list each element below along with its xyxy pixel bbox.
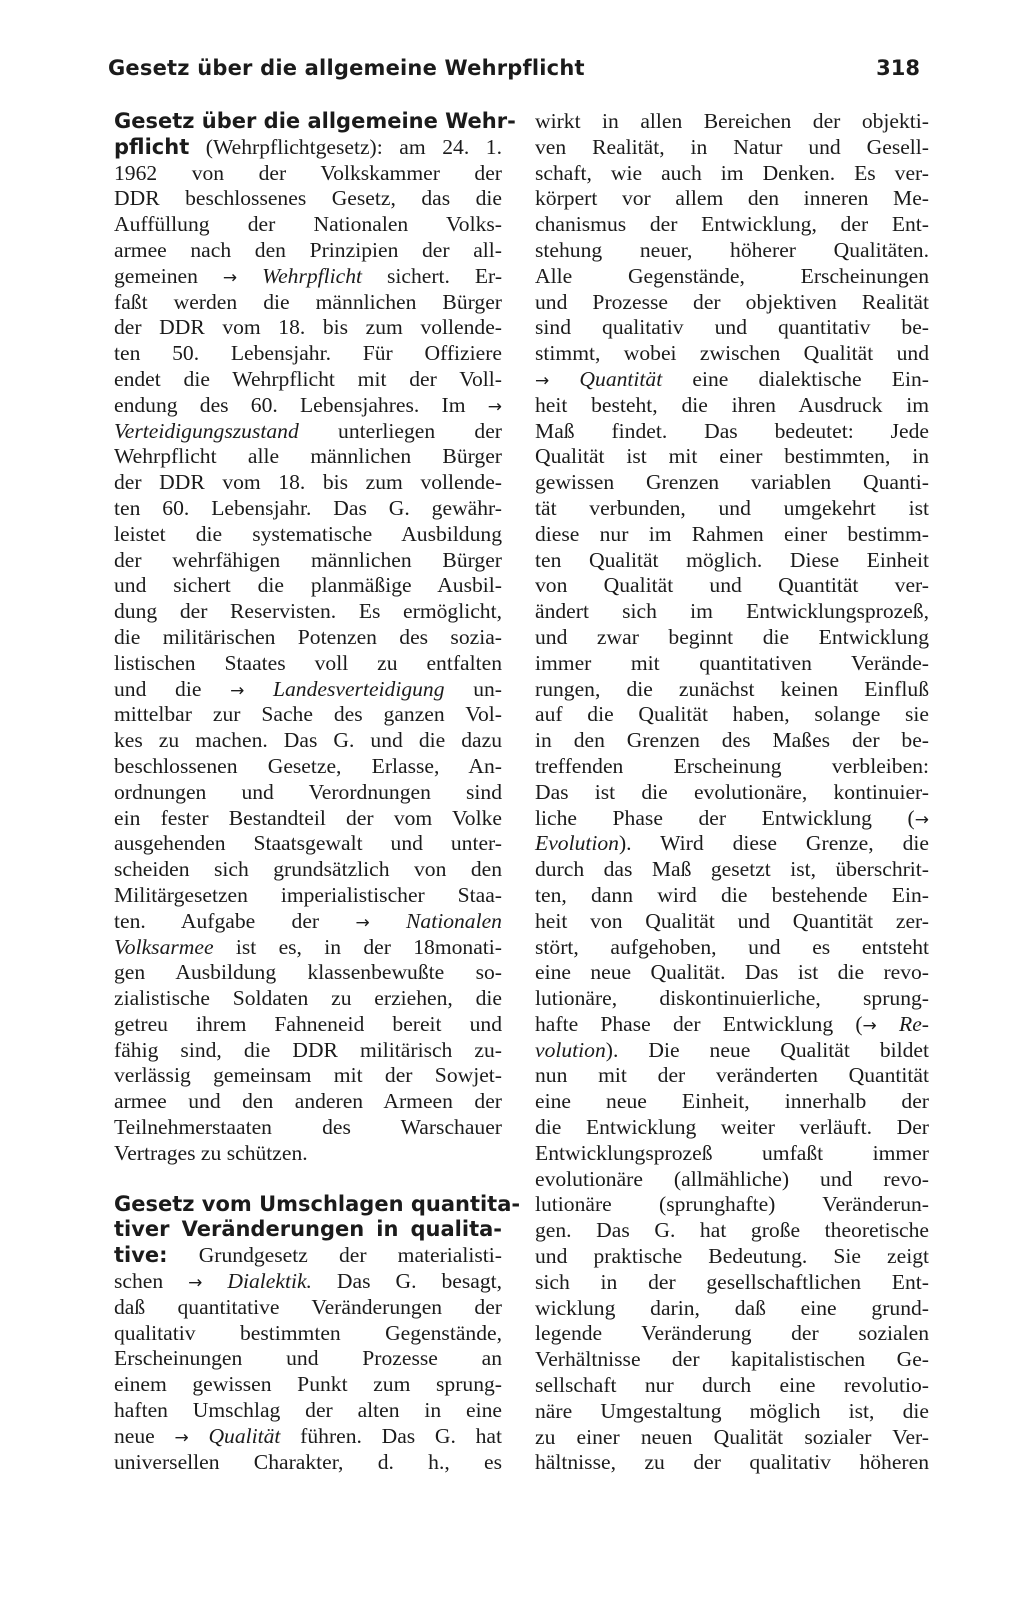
text-line: durch das Maß gesetzt ist, überschrit- xyxy=(535,857,929,882)
text-line: rungen, die zunächst keinen Einfluß xyxy=(535,676,929,701)
entry-headword: Gesetz über die allgemeine Wehr- xyxy=(114,109,516,133)
text-line: ausgehenden Staatsgewalt und unter- xyxy=(114,831,502,856)
text-line: listischen Staates voll zu entfalten xyxy=(114,650,502,675)
text-line: chanismus der Entwicklung, der Ent- xyxy=(535,212,929,237)
text-line: körpert vor allem den inneren Me- xyxy=(535,186,929,211)
text-line: ordnungen und Verordnungen sind xyxy=(114,779,502,804)
cross-reference-arrow-icon: → xyxy=(862,1015,877,1036)
text-line: sich in der gesellschaftlichen Ent- xyxy=(535,1269,929,1294)
text-line: hafte Phase der Entwicklung (→ Re- xyxy=(535,1011,929,1036)
cross-reference-arrow-icon: → xyxy=(188,1273,203,1294)
text-line: schen → Dialektik. Das G. besagt, xyxy=(114,1269,503,1294)
cross-reference-arrow-icon: → xyxy=(355,912,370,933)
entry-headword-line xyxy=(114,109,516,135)
text-line: verlässig gemeinsam mit der Sowjet- xyxy=(114,1063,502,1088)
text-line: → Quantität eine dialektische Ein- xyxy=(535,366,929,391)
text-line: tive: Grundgesetz der materialisti- xyxy=(114,1243,502,1268)
cross-reference-arrow-icon: → xyxy=(487,396,502,417)
entry-headword-line xyxy=(114,1217,502,1243)
page-number: 318 xyxy=(876,56,920,80)
text-line: und Prozesse der objektiven Realität xyxy=(535,289,929,314)
text-line: endet die Wehrpflicht mit der Voll- xyxy=(114,366,502,391)
text-line: haften Umschlag der alten in eine xyxy=(114,1398,502,1423)
text-line: faßt werden die männlichen Bürger xyxy=(114,289,502,314)
text-line: dung der Reservisten. Es ermöglicht, xyxy=(114,599,502,624)
cross-reference[interactable]: Landesverteidigung xyxy=(273,676,445,701)
text-line: schaft, wie auch im Denken. Es ver- xyxy=(535,160,929,185)
text-line: und die → Landesverteidigung un- xyxy=(114,676,502,701)
cross-reference-arrow-icon: → xyxy=(230,680,245,701)
text-line: Verteidigungszustand unterliegen der xyxy=(114,418,502,443)
text-line: immer mit quantitativen Verände- xyxy=(535,650,929,675)
entry-headword-line xyxy=(114,1191,521,1218)
text-line: gewissen Grenzen variablen Quanti- xyxy=(535,470,929,495)
text-line: auf die Qualität haben, solange sie xyxy=(535,702,929,727)
text-line: leistet die systematische Ausbildung xyxy=(114,521,502,546)
text-line: die Entwicklung weiter verläuft. Der xyxy=(535,1115,929,1140)
text-line: der wehrfähigen männlichen Bürger xyxy=(114,547,502,572)
text-line: liche Phase der Entwicklung (→ xyxy=(535,805,929,830)
text-line: Militärgesetzen imperialistischer Staa- xyxy=(114,882,502,907)
cross-reference-arrow-icon: → xyxy=(174,1427,189,1448)
text-line: lutionäre (sprunghafte) Veränderun- xyxy=(535,1192,929,1217)
cross-reference[interactable]: Qualität xyxy=(208,1423,281,1448)
text-line: und sichert die planmäßige Ausbil- xyxy=(114,573,502,598)
text-line: ten, dann wird die bestehende Ein- xyxy=(535,882,929,907)
text-line: treffenden Erscheinung verbleiben: xyxy=(535,753,929,778)
entry-headword: tiver Veränderungen in qualita- xyxy=(114,1217,502,1242)
text-line: Volksarmee ist es, in der 18monati- xyxy=(114,934,502,959)
text-line: näre Umgestaltung möglich ist, die xyxy=(535,1398,929,1423)
text-line: der DDR vom 18. bis zum vollende- xyxy=(114,315,502,340)
text-line: Maß findet. Das bedeutet: Jede xyxy=(535,418,929,443)
text-line: Vertrages zu schützen. xyxy=(114,1140,308,1165)
cross-reference[interactable]: volution xyxy=(535,1037,606,1062)
text-line: heit von Qualität und Quantität zer- xyxy=(535,908,929,933)
cross-reference[interactable]: Volksarmee xyxy=(114,934,214,959)
text-line: zu einer neuen Qualität sozialer Ver- xyxy=(535,1424,929,1449)
cross-reference[interactable]: Evolution xyxy=(535,831,619,856)
cross-reference[interactable]: Wehrpflicht xyxy=(262,263,363,288)
text-line: sind qualitativ und quantitativ be- xyxy=(535,315,929,340)
text-line: gen. Das G. hat große theoretische xyxy=(535,1218,929,1243)
cross-reference[interactable]: Nationalen xyxy=(406,908,502,933)
text-line: nun mit der veränderten Quantität xyxy=(535,1063,929,1088)
text-line: Teilnehmerstaaten des Warschauer xyxy=(114,1115,502,1140)
text-line: armee nach den Prinzipien der all- xyxy=(114,237,502,262)
text-line: von Qualität und Quantität ver- xyxy=(535,573,929,598)
text-line: fähig sind, die DDR militärisch zu- xyxy=(114,1037,502,1062)
text-line: getreu ihrem Fahneneid bereit und xyxy=(114,1011,502,1036)
text-line: wicklung darin, daß eine grund- xyxy=(535,1295,929,1320)
cross-reference[interactable]: Re- xyxy=(899,1011,929,1036)
entry-headword: pflicht xyxy=(114,134,190,159)
text-line: kes zu machen. Das G. und die dazu xyxy=(114,728,502,753)
text-line: scheiden sich grundsätzlich von den xyxy=(114,857,502,882)
entry-headword: tive: xyxy=(114,1243,168,1268)
text-line: lutionäre, diskontinuierliche, sprung- xyxy=(535,986,929,1011)
text-line: Erscheinungen und Prozesse an xyxy=(114,1346,502,1371)
text-line: 1962 von der Volkskammer der xyxy=(114,160,502,185)
text-line: eine neue Einheit, innerhalb der xyxy=(535,1089,929,1114)
text-line: ten. Aufgabe der → Nationalen xyxy=(114,908,502,933)
text-line: Evolution). Wird diese Grenze, die xyxy=(535,831,929,856)
text-line: Verhältnisse der kapitalistischen Ge- xyxy=(535,1347,929,1372)
text-line: hältnisse, zu der qualitativ höheren xyxy=(535,1450,929,1475)
text-line: DDR beschlossenes Gesetz, das die xyxy=(114,186,502,211)
text-line: daß quantitative Veränderungen der xyxy=(114,1294,502,1319)
text-line: armee und den anderen Armeen der xyxy=(114,1089,502,1114)
text-line: einem gewissen Punkt zum sprung- xyxy=(114,1372,502,1397)
text-line: ein fester Bestandteil der vom Volke xyxy=(114,805,502,830)
cross-reference-arrow-icon: → xyxy=(914,809,929,830)
text-line: gen Ausbildung klassenbewußte so- xyxy=(114,960,502,985)
text-line: Das ist die evolutionäre, kontinuier- xyxy=(535,779,929,804)
cross-reference[interactable]: Quantität xyxy=(579,366,663,391)
text-line: stört, aufgehoben, und es entsteht xyxy=(535,934,929,959)
text-line: neue → Qualität führen. Das G. hat xyxy=(114,1423,502,1448)
text-line: tät verbunden, und umgekehrt ist xyxy=(535,495,929,520)
text-line: diese nur im Rahmen einer bestimm- xyxy=(535,521,929,546)
text-line: gemeinen → Wehrpflicht sichert. Er- xyxy=(114,263,503,288)
text-line: beschlossenen Gesetze, Erlasse, An- xyxy=(114,753,502,778)
text-line: evolutionäre (allmähliche) und revo- xyxy=(535,1166,929,1191)
text-line: zialistische Soldaten zu erziehen, die xyxy=(114,986,502,1011)
text-line: Auffüllung der Nationalen Volks- xyxy=(114,212,502,237)
text-line: heit besteht, die ihren Ausdruck im xyxy=(535,392,929,417)
text-line: ten 50. Lebensjahr. Für Offiziere xyxy=(114,341,502,366)
text-line: endung des 60. Lebensjahres. Im → xyxy=(114,392,502,417)
text-line: ten 60. Lebensjahr. Das G. gewähr- xyxy=(114,495,502,520)
text-line: Alle Gegenstände, Erscheinungen xyxy=(535,263,929,288)
text-line: ändert sich im Entwicklungsprozeß, xyxy=(535,599,929,624)
left-column xyxy=(114,109,521,1475)
text-line: ven Realität, in Natur und Gesell- xyxy=(535,134,929,159)
text-line: volution). Die neue Qualität bildet xyxy=(535,1037,929,1062)
text-line: der DDR vom 18. bis zum vollende- xyxy=(114,470,502,495)
text-line: die militärischen Potenzen des sozia- xyxy=(114,624,502,649)
entry-headword: Gesetz vom Umschlagen quantita- xyxy=(114,1191,521,1216)
text-line: mittelbar zur Sache des ganzen Vol- xyxy=(114,702,502,727)
cross-reference[interactable]: Verteidigungszustand xyxy=(114,418,299,443)
text-line: legende Veränderung der sozialen xyxy=(535,1321,929,1346)
cross-reference-arrow-icon: → xyxy=(535,370,550,391)
text-line: Qualität ist mit einer bestimmten, in xyxy=(535,444,929,469)
cross-reference-arrow-icon: → xyxy=(222,267,238,288)
text-line: Wehrpflicht alle männlichen Bürger xyxy=(114,444,502,469)
text-line: und praktische Bedeutung. Sie zeigt xyxy=(535,1244,929,1269)
right-column xyxy=(535,109,929,1476)
text-line: pflicht (Wehrpflichtgesetz): am 24. 1. xyxy=(114,134,502,159)
text-line: stehung neuer, höherer Qualitäten. xyxy=(535,237,929,262)
cross-reference[interactable]: Dialektik. xyxy=(227,1269,312,1294)
text-line: stimmt, wobei zwischen Qualität und xyxy=(535,341,929,366)
text-line: und zwar beginnt die Entwicklung xyxy=(535,624,929,649)
text-line: qualitativ bestimmten Gegenstände, xyxy=(114,1320,502,1345)
entry-separator xyxy=(114,1167,502,1192)
text-line: wirkt in allen Bereichen der objekti- xyxy=(535,109,929,133)
text-line: universellen Charakter, d. h., es xyxy=(114,1449,502,1474)
running-head: Gesetz über die allgemeine Wehrpflicht xyxy=(108,56,585,80)
text-line: sellschaft nur durch eine revolutio- xyxy=(535,1373,929,1398)
text-line: in den Grenzen des Maßes der be- xyxy=(535,728,929,753)
text-line: ten Qualität möglich. Diese Einheit xyxy=(535,547,929,572)
text-line: eine neue Qualität. Das ist die revo- xyxy=(535,960,929,985)
text-line: Entwicklungsprozeß umfaßt immer xyxy=(535,1140,929,1165)
